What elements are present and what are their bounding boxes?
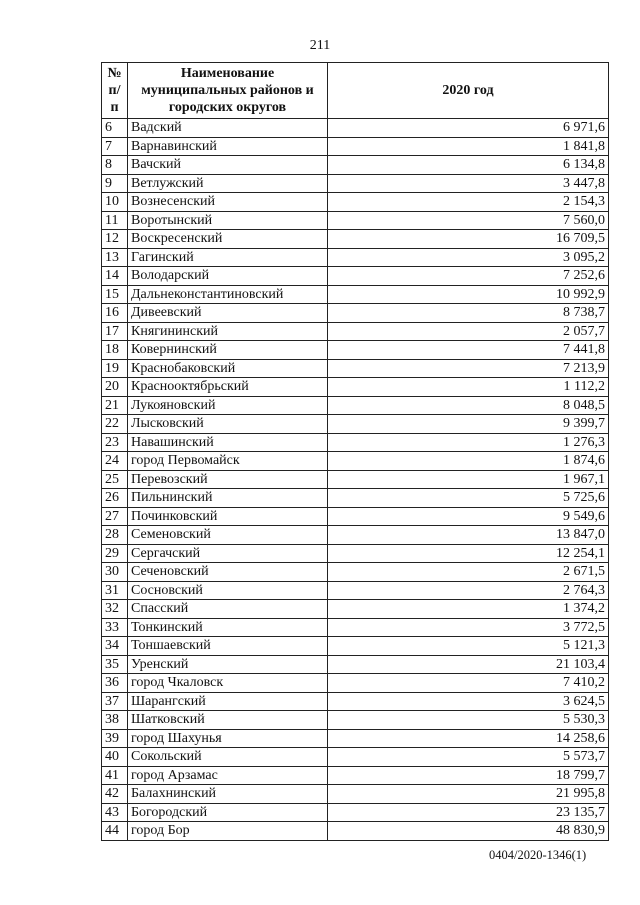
municipality-name: Вадский: [128, 119, 328, 138]
table-row: [102, 526, 609, 545]
table-row: [102, 304, 609, 323]
table-row: [102, 378, 609, 397]
table-row: [102, 267, 609, 286]
allocation-value: 1 874,6: [328, 452, 609, 471]
municipality-name: город Бор: [128, 822, 328, 841]
municipality-name: Вознесенский: [128, 193, 328, 212]
table-row: [102, 396, 609, 415]
allocation-value: 6 134,8: [328, 156, 609, 175]
municipality-name: Балахнинский: [128, 785, 328, 804]
municipality-name: Семеновский: [128, 526, 328, 545]
allocation-value: 10 992,9: [328, 285, 609, 304]
municipality-name: Краснооктябрьский: [128, 378, 328, 397]
row-number: 9: [102, 174, 128, 193]
table-row: [102, 415, 609, 434]
municipality-name: Ковернинский: [128, 341, 328, 360]
allocation-value: 18 799,7: [328, 766, 609, 785]
row-number: 37: [102, 692, 128, 711]
row-number: 18: [102, 341, 128, 360]
allocation-value: 2 057,7: [328, 322, 609, 341]
table-row: [102, 193, 609, 212]
table-row: [102, 803, 609, 822]
municipality-name: Краснобаковский: [128, 359, 328, 378]
row-number: 30: [102, 563, 128, 582]
allocation-value: 3 772,5: [328, 618, 609, 637]
row-number: 20: [102, 378, 128, 397]
municipality-name: Вачский: [128, 156, 328, 175]
allocation-value: 8 048,5: [328, 396, 609, 415]
row-number: 11: [102, 211, 128, 230]
table-row: [102, 674, 609, 693]
row-number: 41: [102, 766, 128, 785]
municipality-name: Гагинский: [128, 248, 328, 267]
municipality-name: Перевозский: [128, 470, 328, 489]
document-code: 0404/2020-1346(1): [489, 848, 587, 862]
table-row: [102, 341, 609, 360]
allocation-value: 23 135,7: [328, 803, 609, 822]
row-number: 28: [102, 526, 128, 545]
allocation-value: 7 213,9: [328, 359, 609, 378]
row-number: 29: [102, 544, 128, 563]
allocation-value: 1 374,2: [328, 600, 609, 619]
row-number: 40: [102, 748, 128, 767]
allocation-value: 7 441,8: [328, 341, 609, 360]
municipality-name: Тоншаевский: [128, 637, 328, 656]
header-number: № п/п: [102, 63, 128, 119]
row-number: 43: [102, 803, 128, 822]
municipality-name: Дивеевский: [128, 304, 328, 323]
row-number: 31: [102, 581, 128, 600]
allocation-value: 3 624,5: [328, 692, 609, 711]
municipality-name: Варнавинский: [128, 137, 328, 156]
row-number: 34: [102, 637, 128, 656]
municipality-name: Володарский: [128, 267, 328, 286]
municipality-name: Шарангский: [128, 692, 328, 711]
table-row: [102, 748, 609, 767]
allocation-value: 5 121,3: [328, 637, 609, 656]
allocation-value: 7 560,0: [328, 211, 609, 230]
municipality-name: Уренский: [128, 655, 328, 674]
row-number: 17: [102, 322, 128, 341]
row-number: 32: [102, 600, 128, 619]
table-row: [102, 581, 609, 600]
allocation-value: 2 154,3: [328, 193, 609, 212]
allocation-value: 1 276,3: [328, 433, 609, 452]
table-row: [102, 119, 609, 138]
municipality-name: Дальнеконстантиновский: [128, 285, 328, 304]
row-number: 21: [102, 396, 128, 415]
row-number: 10: [102, 193, 128, 212]
row-number: 27: [102, 507, 128, 526]
row-number: 39: [102, 729, 128, 748]
row-number: 15: [102, 285, 128, 304]
row-number: 12: [102, 230, 128, 249]
table-row: [102, 655, 609, 674]
municipality-name: Воротынский: [128, 211, 328, 230]
allocation-value: 2 671,5: [328, 563, 609, 582]
municipality-name: Спасский: [128, 600, 328, 619]
row-number: 33: [102, 618, 128, 637]
municipality-name: Богородский: [128, 803, 328, 822]
table-row: [102, 785, 609, 804]
table-row: [102, 156, 609, 175]
table-row: [102, 359, 609, 378]
allocation-value: 21 995,8: [328, 785, 609, 804]
allocation-value: 9 399,7: [328, 415, 609, 434]
allocation-value: 3 095,2: [328, 248, 609, 267]
allocation-value: 7 252,6: [328, 267, 609, 286]
allocation-value: 5 725,6: [328, 489, 609, 508]
row-number: 36: [102, 674, 128, 693]
table-row: [102, 452, 609, 471]
row-number: 24: [102, 452, 128, 471]
allocation-value: 48 830,9: [328, 822, 609, 841]
municipality-name: Навашинский: [128, 433, 328, 452]
table-row: [102, 600, 609, 619]
row-number: 26: [102, 489, 128, 508]
table-header-row: [102, 63, 609, 119]
allocation-value: 1 967,1: [328, 470, 609, 489]
table-row: [102, 729, 609, 748]
table-row: [102, 544, 609, 563]
allocation-value: 1 112,2: [328, 378, 609, 397]
row-number: 35: [102, 655, 128, 674]
allocation-value: 7 410,2: [328, 674, 609, 693]
municipality-name: Княгининский: [128, 322, 328, 341]
municipality-name: город Чкаловск: [128, 674, 328, 693]
table-row: [102, 137, 609, 156]
municipality-name: Воскресенский: [128, 230, 328, 249]
municipality-name: Ветлужский: [128, 174, 328, 193]
allocation-value: 6 971,6: [328, 119, 609, 138]
table-row: [102, 692, 609, 711]
municipality-name: Лысковский: [128, 415, 328, 434]
municipality-name: Шатковский: [128, 711, 328, 730]
table-body: [102, 119, 609, 841]
allocation-value: 3 447,8: [328, 174, 609, 193]
allocation-table: [101, 62, 609, 841]
row-number: 16: [102, 304, 128, 323]
allocation-value: 5 573,7: [328, 748, 609, 767]
header-year: 2020 год: [328, 63, 609, 119]
allocation-value: 1 841,8: [328, 137, 609, 156]
table-row: [102, 563, 609, 582]
table-row: [102, 211, 609, 230]
table-row: [102, 433, 609, 452]
table-row: [102, 322, 609, 341]
row-number: 13: [102, 248, 128, 267]
table-row: [102, 248, 609, 267]
allocation-value: 5 530,3: [328, 711, 609, 730]
table-row: [102, 711, 609, 730]
table-row: [102, 285, 609, 304]
table-row: [102, 822, 609, 841]
row-number: 38: [102, 711, 128, 730]
municipality-name: Пильнинский: [128, 489, 328, 508]
municipality-name: Лукояновский: [128, 396, 328, 415]
row-number: 8: [102, 156, 128, 175]
municipality-name: Тонкинский: [128, 618, 328, 637]
municipality-name: город Шахунья: [128, 729, 328, 748]
row-number: 23: [102, 433, 128, 452]
municipality-name: Сосновский: [128, 581, 328, 600]
table-row: [102, 174, 609, 193]
table-row: [102, 766, 609, 785]
row-number: 6: [102, 119, 128, 138]
municipality-name: город Первомайск: [128, 452, 328, 471]
header-municipality: Наименование муниципальных районов и городских округов: [128, 63, 328, 119]
table-row: [102, 230, 609, 249]
allocation-value: 13 847,0: [328, 526, 609, 545]
allocation-value: 2 764,3: [328, 581, 609, 600]
table-row: [102, 637, 609, 656]
row-number: 19: [102, 359, 128, 378]
allocation-value: 21 103,4: [328, 655, 609, 674]
row-number: 14: [102, 267, 128, 286]
municipality-name: Сеченовский: [128, 563, 328, 582]
row-number: 25: [102, 470, 128, 489]
allocation-value: 9 549,6: [328, 507, 609, 526]
municipality-name: Сокольский: [128, 748, 328, 767]
allocation-value: 14 258,6: [328, 729, 609, 748]
table-row: [102, 618, 609, 637]
table-row: [102, 507, 609, 526]
municipality-name: город Арзамас: [128, 766, 328, 785]
allocation-value: 16 709,5: [328, 230, 609, 249]
table-row: [102, 489, 609, 508]
row-number: 7: [102, 137, 128, 156]
allocation-value: 8 738,7: [328, 304, 609, 323]
row-number: 42: [102, 785, 128, 804]
municipality-name: Починковский: [128, 507, 328, 526]
page-number: 211: [309, 38, 331, 53]
row-number: 44: [102, 822, 128, 841]
municipality-name: Сергачский: [128, 544, 328, 563]
row-number: 22: [102, 415, 128, 434]
table-row: [102, 470, 609, 489]
allocation-value: 12 254,1: [328, 544, 609, 563]
